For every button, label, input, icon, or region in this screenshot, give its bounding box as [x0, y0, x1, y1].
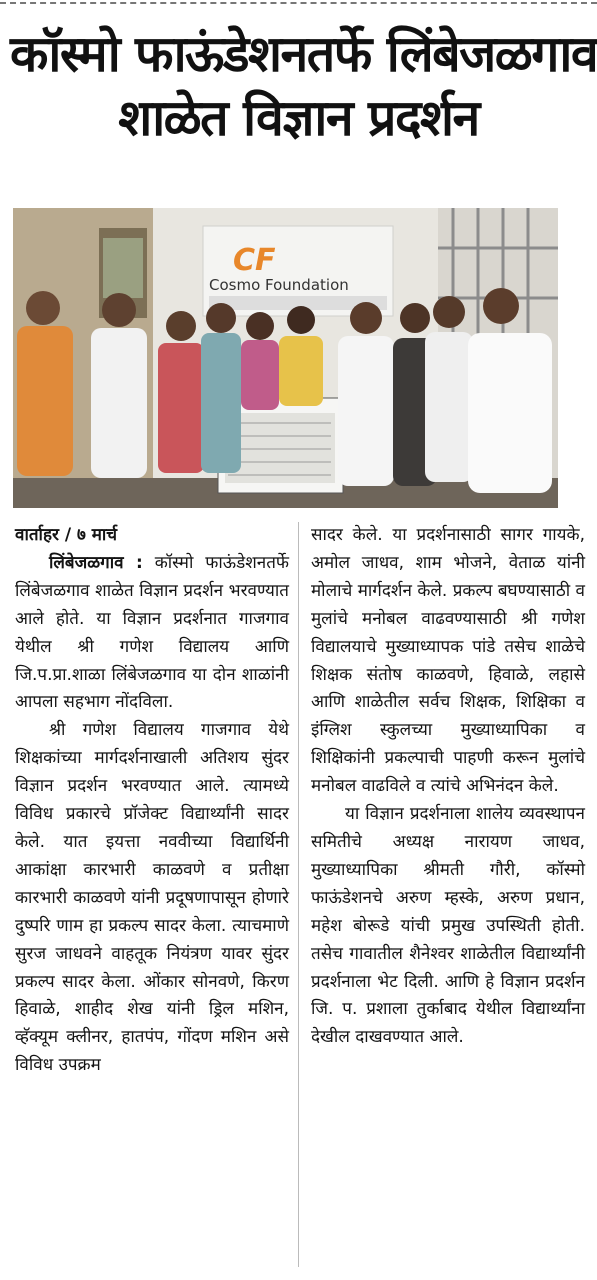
clipping-cut-line	[0, 2, 597, 4]
headline	[10, 22, 597, 150]
article-column-right	[311, 522, 585, 1052]
paragraph-1	[15, 550, 289, 717]
headline-line-1: कॉस्मो फाऊंडेशनतर्फे लिंबेजळगाव	[10, 25, 597, 83]
dateline	[15, 522, 289, 550]
cosmo-logo: CF	[233, 243, 276, 278]
paragraph-2: श्री गणेश विद्यालय गाजगाव येथे शिक्षकांच्या मार्गदर्शनाखाली अतिशय सुंदर विज्ञान प्रदर्शन भरवण्यात आले. त्यामध्ये विविध प्रकारचे प्रॉजेक्ट विद्यार्थ्यांनी सादर केले. यात इयत्ता नववीच्या विद्यार्थिनी आकांक्षा कारभारी काळवणे व प्रतीक्षा कारभारी काळवणे यांनी प्रदूषणापासून होणारे दुष्परि णाम हा प्रकल्प सादर केला. त्याचमाणे सुरज जाधवने वाहतूक नियंत्रण यावर सुंदर प्रकल्प सादर केला. ओंकार सोनवणे, किरण हिवाळे, शाहीद शेख यांनी ड्रिल मशिन, व्हॅक्यूम क्लीनर, हातपंप, गोंदण मशिन असे विविध उपक्रम	[15, 720, 289, 1076]
paragraph-1-text: कॉस्मो फाऊंडेशनतर्फे लिंबेजळगाव शाळेत विज्ञान प्रदर्शन भरवण्यात आले होते. या विज्ञान प्रदर्शनात गाजगाव येथील श्री गणेश विद्यालय आणि जि.प.प्रा.शाळा लिंबेजळगाव या दोन शाळांनी आपला सहभाग नोंदविला.	[15, 552, 289, 713]
paragraph-4: या विज्ञान प्रदर्शनाला शालेय व्यवस्थापन समितीचे अध्यक्ष नारायण जाधव, मुख्याध्यापिका श्रीमती गौरी, कॉस्मो फाऊंडेशनचे अरुण म्हस्के, अरुण प्रधान, महेश बोरूडे यांची प्रमुख उपस्थिती होती. तसेच गावातील शैनेश्वर शाळेतील विद्यार्थ्यांनी प्रदर्शनाला भेट दिली. आणि हे विज्ञान प्रदर्शन जि. प. प्रशाला तुर्काबाद येथील विद्यार्थ्यांना देखील दाखवण्यात आले.	[311, 804, 585, 1048]
column-divider	[298, 522, 299, 1267]
sign-brand-text: Cosmo Foundation	[209, 276, 349, 294]
news-photo	[13, 208, 558, 508]
paragraph-3: सादर केले. या प्रदर्शनासाठी सागर गायके, अमोल जाधव, शाम भोजने, वेताळ यांनी मोलाचे मार्गदर्शन केले. प्रकल्प बघण्यासाठी व मुलांचे मनोबल वाढवण्यासाठी श्री गणेश विद्यालयाचे मुख्याध्यापक पांडे तसेच शाळेचे शिक्षक संतोष काळवणे, हिवाळे, लहासे आणि शाळेतील सर्वच शिक्षक, शिक्षिका व इंग्लिश स्कुलच्या मुख्याध्यापिका व शिक्षिकांनी प्रकल्पाची पाहणी करून मुलांचे मनोबल वाढविले व त्यांचे अभिनंदन केले.	[311, 525, 585, 797]
headline-line-2: शाळेत विज्ञान प्रदर्शन	[118, 89, 479, 147]
dateline-text: वार्ताहर / ७ मार्च	[15, 525, 118, 545]
article-column-left	[15, 522, 289, 1080]
place-name: लिंबेजळगाव :	[49, 552, 143, 573]
photo-scene	[13, 208, 558, 508]
